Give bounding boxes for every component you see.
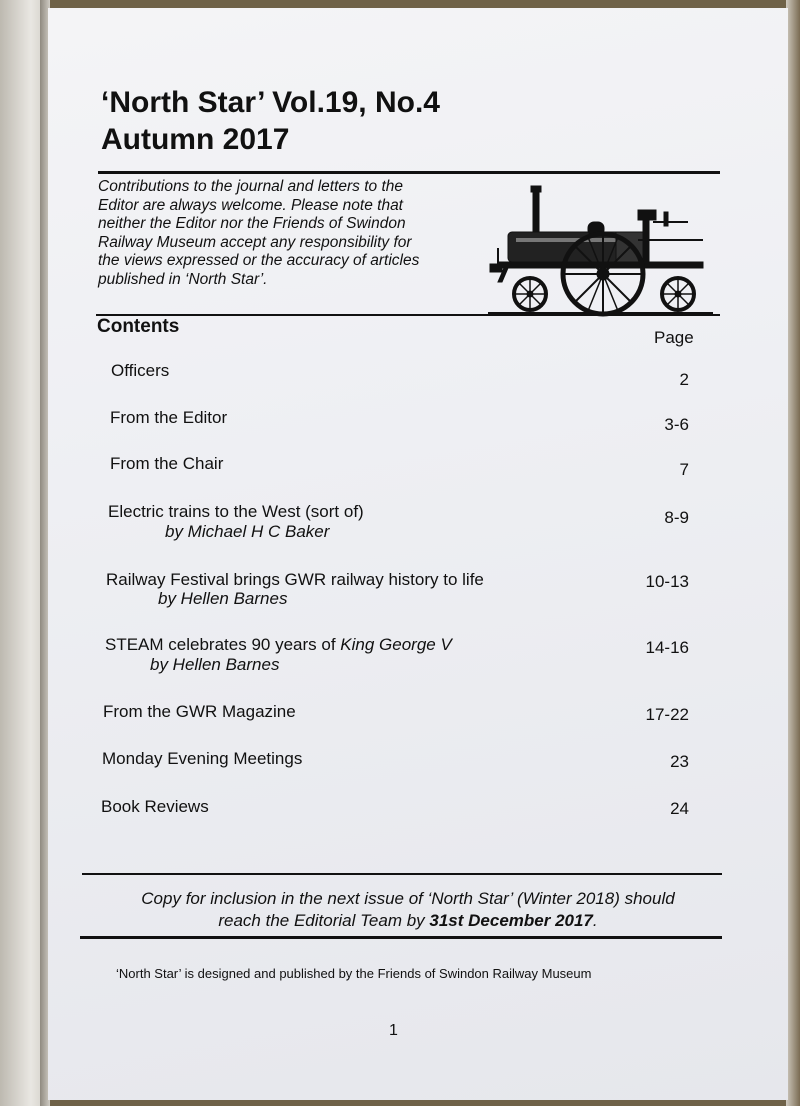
copy-notice-prefix: reach the Editorial Team by [218,911,430,930]
intro-line: Railway Museum accept any responsibility for [98,233,412,251]
publisher-credit: ‘North Star’ is designed and published by the Friends of Swindon Railway Museum [116,966,592,981]
toc-title: Officers [111,361,170,380]
page-number: 1 [389,1022,398,1039]
copy-notice-suffix: . [592,911,598,930]
issue-season: Autumn 2017 [101,123,290,156]
toc-page: 3-6 [664,415,689,434]
intro-line: neither the Editor nor the Friends of Swindon [98,215,406,232]
toc-author: by Hellen Barnes [158,589,288,608]
copy-notice-bottom-rule [80,936,722,939]
toc-page: 7 [679,460,689,479]
toc-page: 17-22 [645,705,689,724]
journal-title: ‘North Star’ Vol.19, No.4 [101,86,440,119]
copy-notice-top-rule [82,873,722,875]
toc-page: 14-16 [645,638,689,657]
toc-page: 23 [670,752,689,771]
right-page-edge [786,0,800,1106]
header-rule [98,171,720,174]
toc-author: by Michael H C Baker [165,522,330,541]
toc-title-italic: King George V [340,635,452,654]
intro-line: the views expressed or the accuracy of articles [98,252,420,269]
intro-line: published in ‘North Star’. [98,270,268,288]
journal-page [48,8,788,1100]
toc-page: 10-13 [645,572,689,591]
copy-deadline-date: 31st December 2017 [429,911,593,930]
toc-page: 24 [670,799,689,818]
intro-line: Contributions to the journal and letters to the [98,178,404,195]
toc-page: 2 [679,370,689,389]
contents-heading: Contents [97,316,180,337]
toc-title-text: STEAM celebrates 90 years of [105,635,341,654]
intro-line: Editor are always welcome. Please note that [98,196,403,214]
copy-deadline-notice [88,888,728,932]
toc-title: Railway Festival brings GWR railway history to life [106,570,484,589]
copy-notice-line [88,910,728,932]
toc-page: 8-9 [664,508,689,527]
left-page-edge [0,0,44,1106]
toc-title: From the GWR Magazine [103,702,296,721]
toc-author: by Hellen Barnes [150,655,280,674]
toc-title [105,635,452,655]
toc-title: Electric trains to the West (sort of) [108,502,364,521]
toc-title: From the Editor [110,408,228,427]
contents-rule [96,314,720,316]
copy-notice-line: Copy for inclusion in the next issue of ‘North Star’ (Winter 2018) should [141,889,675,908]
page-column-heading: Page [654,328,694,347]
toc-title: Book Reviews [101,797,209,816]
toc-title: From the Chair [110,454,224,473]
contributions-notice [98,178,488,289]
locomotive-illustration [488,182,713,317]
toc-title: Monday Evening Meetings [102,749,303,768]
